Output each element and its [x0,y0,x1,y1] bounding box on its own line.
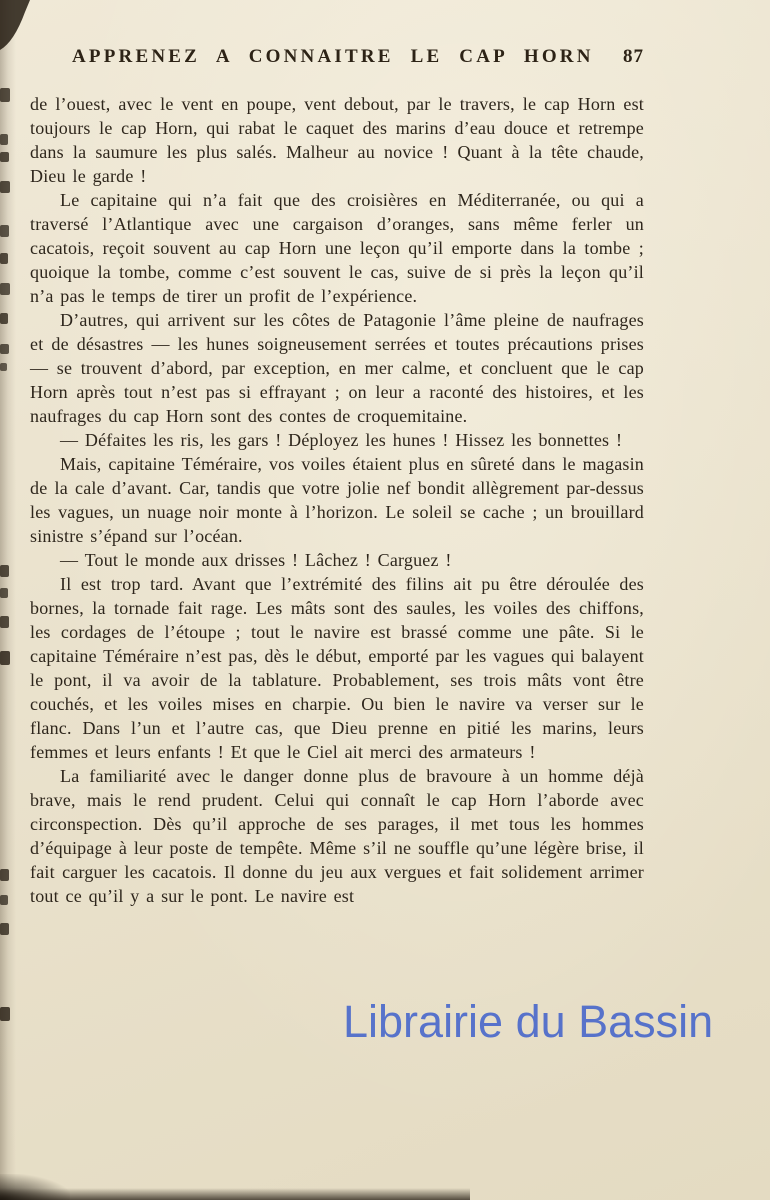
page-number: 87 [623,46,644,67]
paragraph: de l’ouest, avec le vent en poupe, vent debout, par le travers, le cap Horn est toujours le cap Horn, qui rabat le caquet des marins d’eau douce et retrempe dans la saumure les plus salés. Malheur au novice ! Quant à la tête chaude, Dieu le garde ! [30,94,644,186]
paragraph-dialogue: — Défaites les ris, les gars ! Déployez les hunes ! Hissez les bonnettes ! [60,430,623,450]
page-edge-marks [0,0,34,1200]
paragraph: D’autres, qui arrivent sur les côtes de Patagonie l’âme pleine de naufrages et de désastres — les hunes soigneusement serrées et toutes précautions prises — se trouvent d’abord, par exception, en mer calme, et concluent que le cap Horn après tout n’est pas si effrayant ; on leur a raconté des histoires, et les naufrages du cap Horn sont des contes de croquemitaine. [30,310,644,426]
page-gutter-shadow [0,0,16,1200]
paragraph: La familiarité avec le danger donne plus de bravoure à un homme déjà brave, mais le rend prudent. Celui qui connaît le cap Horn l’aborde avec circonspection. Dès qu’il approche de ses parages, il met tous les hommes d’équipage à leur poste de tempête. Même s’il ne souffle qu’une légère brise, il fait carguer les cacatois. Il donne du jeu aux vergues et fait solidement arrimer tout ce qu’il y a sur le pont. Le navire est [30,766,644,906]
paragraph: Mais, capitaine Téméraire, vos voiles étaient plus en sûreté dans le magasin de la cale d’avant. Car, tandis que votre jolie nef bondit allègrement par-dessus les vagues, un nuage noir monte à l’horizon. Le soleil se cache ; un brouillard sinistre s’épand sur l’océan. [30,454,644,546]
paragraph: Le capitaine qui n’a fait que des croisières en Méditerranée, ou qui a traversé l’Atlantique avec une cargaison d’oranges, sans même ferler un cacatois, reçoit souvent au cap Horn une leçon qu’il emporte dans la tombe ; quoique la tombe, comme c’est souvent le cas, suive de si près la leçon qu’il n’a pas le temps de tirer un profit de l’expérience. [30,190,644,306]
page-bottom-shadow [0,1188,470,1200]
paragraph-dialogue: — Tout le monde aux drisses ! Lâchez ! Carguez ! [60,550,452,570]
page-corner-shadow [0,1174,70,1200]
chapter-title: APPRENEZ A CONNAITRE LE CAP HORN [72,46,594,67]
running-header [30,46,644,68]
page-content [30,46,644,908]
paragraph: Il est trop tard. Avant que l’extrémité des filins ait pu être déroulée des bornes, la tornade fait rage. Les mâts sont des saules, les voiles des chiffons, les cordages de l’étoupe ; tout le navire est brassé comme une pâte. Si le capitaine Téméraire n’est pas, dès le début, emporté par les vagues qui balayent le pont, il va avoir de la tablature. Probablement, ses trois mâts vont être couchés, et les voiles mises en charpie. Ou bien le navire va verser sur le flanc. Dans l’un et l’autre cas, que Dieu prenne en pitié les marins, leurs femmes et leurs enfants ! Et que le Ciel ait merci des armateurs ! [30,574,644,762]
bookseller-watermark: Librairie du Bassin [343,996,714,1047]
